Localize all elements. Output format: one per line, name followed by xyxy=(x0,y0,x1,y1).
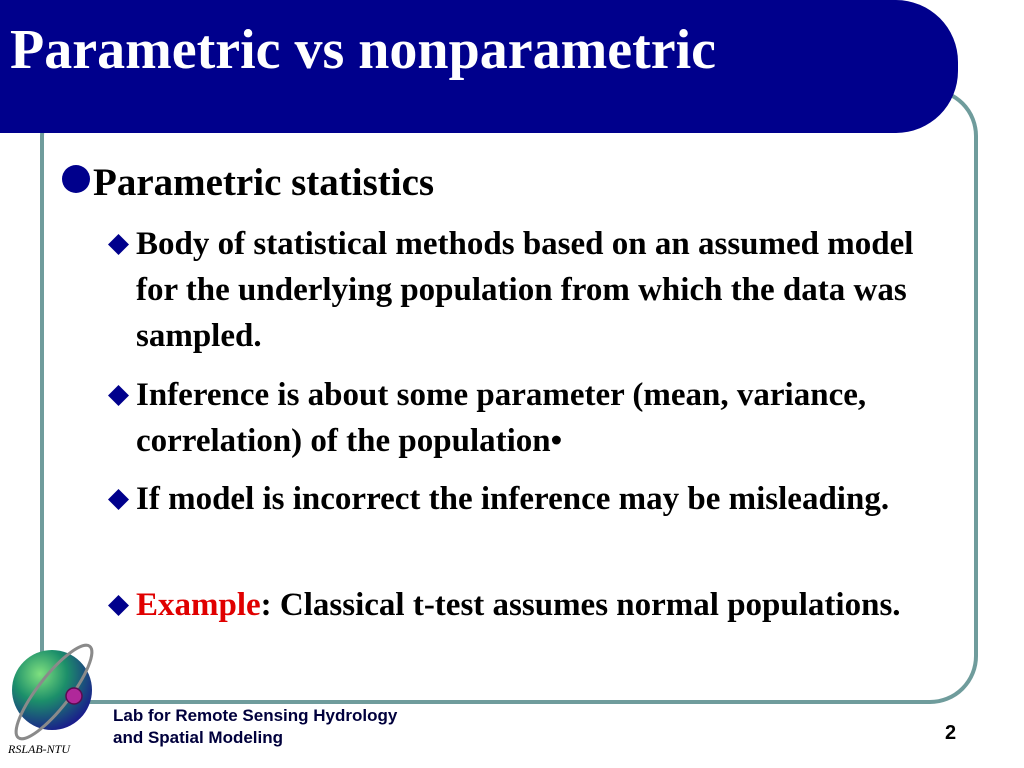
footer-lab-line1: Lab for Remote Sensing Hydrology xyxy=(113,706,398,725)
level1-bullet xyxy=(62,160,434,205)
bullet-text: Body of statistical methods based on an assumed model for the underlying population from which the data was sampled. xyxy=(136,226,914,354)
footer-lab-name xyxy=(113,705,397,749)
list-item xyxy=(108,372,918,464)
diamond-bullet-icon xyxy=(108,489,129,510)
list-item xyxy=(108,582,918,628)
highlight-word: Example xyxy=(136,587,261,623)
diamond-bullet-icon xyxy=(108,595,129,616)
logo-caption: RSLAB-NTU xyxy=(8,742,71,756)
bullet-text: : Classical t-test assumes normal populations. xyxy=(260,587,901,623)
bullet-text: Inference is about some parameter (mean, variance, correlation) of the population• xyxy=(136,377,867,459)
bullet-text: If model is incorrect the inference may be misleading. xyxy=(136,481,890,517)
list-item xyxy=(108,476,918,522)
diamond-bullet-icon xyxy=(108,385,129,406)
diamond-bullet-icon xyxy=(108,234,129,255)
circle-bullet-icon xyxy=(62,165,90,193)
list-item xyxy=(108,221,918,359)
bullet-text-wrapper xyxy=(108,582,918,628)
rslab-logo-icon xyxy=(2,630,112,760)
page-number: 2 xyxy=(945,722,957,744)
slide-title: Parametric vs nonparametric xyxy=(10,19,716,81)
level1-text: Parametric statistics xyxy=(93,161,435,204)
title-bar xyxy=(0,0,958,133)
footer-lab-line2: and Spatial Modeling xyxy=(113,728,284,747)
